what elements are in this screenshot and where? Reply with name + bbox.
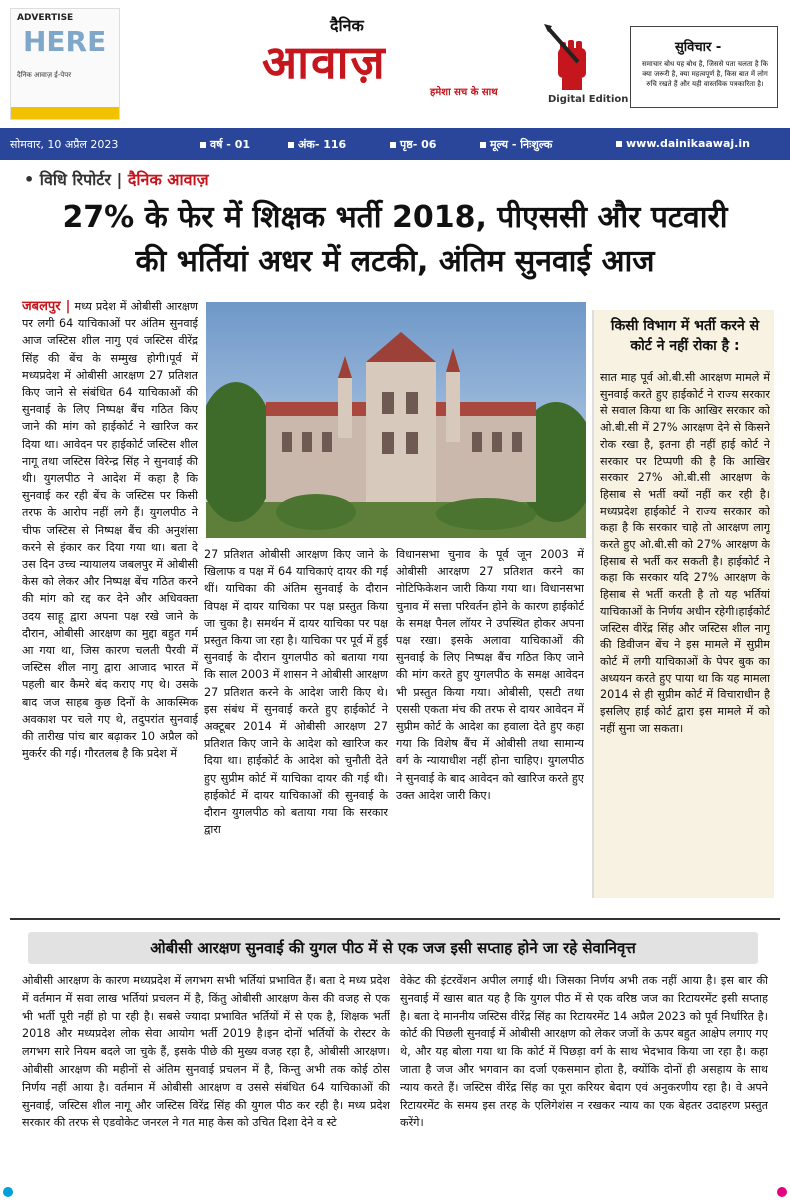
- column-1-text: मध्य प्रदेश में ओबीसी आरक्षण पर लगी 64 याचिकाओं पर अंतिम सुनवाई आज जस्टिस शील नागु एवं जस्टिस वीरेंद्र सिंह की बेंच के सम्मुख होगी।पूर्व में मध्यप्रदेश में ओबीसी आरक्षण 27 प्रतिशत किए जाने से संबंधित 64 याचिकाओं की सुनवाई के लिए निष्पक्ष बैंच गठित किए जाने की मांग को हाईकोर्ट ने खारिज कर दिया था। आवेदन पर हाईकोर्ट जस्टिस शील नागू तथा जस्टिस विरेन्द्र सिंह ने सुनवाई की थी। युगलपीठ ने आदेश में कहा है कि सुनवाई कर रही बेंच के जस्टिस पर किसी तरफ के आरोप नहीं लगे हैं। युगलपीठ ने चीफ जस्टिस से निष्पक्ष बैंच की अनुशंसा करने से इंकार कर दिया गया था। बता दे उस दिन उच्च न्यायालय जबलपुर में ओबीसी केस को लेकर और निष्पक्ष बेंच गठित करने की मांग को रद्द कर देने और अधिवक्ता उदय साहू द्वारा अपना पक्ष रखे जाने के दौरान, ओबीसी आरक्षण का मुद्दा बहुत गर्म आ गया था, जिस कारण चलती पैरवी में जस्टिस शील नागु द्वारा आजाद भारत में पहली बार कैमरे बंद कराए गए थे। उसके बाद जज साहब कुछ दिनों के आकस्मिक अवकाश पर चले गए थे, तदुपरांत सुनवाई की तारीख पांच बार बढ़ाकर 10 अप्रैल को मुकर्रर की गई। गौरतलब है कि प्रदेश में: [22, 300, 198, 761]
- headline-line-2: की भर्तियां अधर में लटकी, अंतिम सुनवाई आज: [135, 244, 655, 279]
- logo-tagline: हमेशा सच के साथ: [430, 87, 498, 98]
- website-link[interactable]: www.dainikaawaj.in: [626, 137, 750, 150]
- bullet-square-icon: [200, 142, 206, 148]
- sub-article-column-2: वेकेट की इंटरवेंशन अपील लगाई थी। जिसका निर्णय अभी तक नहीं आया है। इस बार की सुनवाई में खास बात यह है कि युगल पीठ में से एक वरिष्ठ जज का रिटायरमेंट इसी सप्ताह है। बता दे माननीय जस्टिस वीरेंद्र सिंह का रिटायरमेंट 14 अप्रैल 2023 को पूर्व निर्धारित है। कोर्ट की पिछली सुनवाई में ओबीसी आरक्षण को लेकर जजों के ऊपर बहुत आक्षेप लगाए गए थे, और यह बोला गया था कि कोर्ट में पिछड़ा वर्ग के साथ भेदभाव किया जा रहा है। कहा जाता है जज और भगवान का दर्जा एकसमान होता है, क्योंकि दोनों ही असहाय के साथ न्याय करते हैं। जस्टिस वीरेंद्र सिंह का पूरा करियर बेदाग एवं अनुकरणीय रहा है। वे अपने रिटायरमेंट के समय इस तरह के एलिगेशंस न रखकर न्याय का एक बेहतर उदाहरण प्रस्तुत करेंगे।: [400, 974, 768, 1130]
- bullet-square-icon: [288, 142, 294, 148]
- bullet-square-icon: [390, 142, 396, 148]
- ad-here-label: HERE: [23, 25, 107, 58]
- article-column-3: विधानसभा चुनाव के पूर्व जून 2003 में ओबीसी आरक्षण 27 प्रतिशत करने का नोटिफिकेशन जारी किया गया था। विधानसभा चुनाव में सत्ता परिवर्तन होने के कारण हाईकोर्ट के समक्ष पैनल लॉयर ने उपस्थित होकर अपना पक्ष रखा। इसके अलावा याचिकाओं की सुनवाई के लिए निष्पक्ष बैंच गठित किए जाने की मांग करते हुए युगलपीठ के समक्ष आवेदन भी प्रस्तुत किया गया। ओबीसी, एसटी तथा एससी एकता मंच की तरफ से दायर आवेदन में सुप्रीम कोर्ट के आदेश का हवाला देते हुए कहा गया कि विशेष बैंच में ओबीसी तथा सामान्य वर्ग के न्यायाधीश नहीं होना चाहिए। युगलपीठ ने सुनवाई के बाद आवेदन को खारिज करते हुए उक्त आदेश जारी किए।: [396, 548, 584, 802]
- date-label: सोमवार, 10 अप्रैल 2023: [10, 138, 119, 151]
- kicker-prefix: • विधि रिपोर्टर |: [24, 170, 123, 189]
- dateline: जबलपुर |: [22, 299, 71, 314]
- article-column-1: [22, 298, 198, 910]
- year-label: वर्ष - 01: [210, 138, 251, 151]
- masthead: [0, 0, 790, 128]
- info-bar: [0, 128, 790, 160]
- headline-line-1: 27% के फेर में शिक्षक भर्ती 2018, पीएससी और पटवारी: [62, 200, 728, 235]
- registration-mark-icon: [776, 1186, 788, 1198]
- price-label: मूल्य - निःशुल्क: [490, 138, 553, 151]
- suvichar-text: समाचार बोध यह बोध है, जिससे पता चलता है कि क्या जरूरी है, क्या महत्वपूर्ण है, किस बात में लोग रुचि रखते हैं और यही वास्तविक पत्रकारिता है।: [642, 60, 768, 88]
- side-box-text: सात माह पूर्व ओ.बी.सी आरक्षण मामले में सुनवाई करते हुए हाईकोर्ट ने राज्य सरकार से सवाल किया था कि आखिर सरकार को ओ.बी.सी में 27% आरक्षण देने से किसने रोक रखा है, इतना ही नहीं हाई कोर्ट ने सरकार पर टिप्पणी की है कि आखिर सरकार 27% ओ.बी.सी आरक्षण के हिसाब से भर्ती क्यों नहीं कर रही है। मध्यप्रदेश हाईकोर्ट ने राज्य सरकार को कहा है कि सरकार चाहे तो आरक्षण लागू करते हुए ओ.बी.सी को 27% आरक्षण के हिसाब से भर्ती कर सकती है। हाईकोर्ट ने कहा कि सरकार यदि 27% आरक्षण के हिसाब से भर्ती करती है तो यह भर्तियां याचिकाओं के निर्णय अधीन रहेगी।हाईकोर्ट जस्टिस वीरेंद्र सिंह और जस्टिस शील नागू की डिवीजन बेंच ने इस मामले में सुप्रीम कोर्ट में लगी याचिकाओं के पेपर बुक का अध्ययन करते हुए पाया था कि यह मामला 2014 से ही सुप्रीम कोर्ट में विचाराधीन है इसलिए हाई कोर्ट द्वारा इस मामले में को नहीं सुना जा सकता।: [600, 371, 770, 735]
- suvichar-box: [630, 26, 778, 108]
- article-kicker: [24, 168, 209, 190]
- advertisement-box[interactable]: [10, 8, 120, 120]
- suvichar-title: सुविचार -: [675, 40, 722, 55]
- article-column-2: 27 प्रतिशत ओबीसी आरक्षण किए जाने के खिलाफ व पक्ष में 64 याचिकाएं दायर की गई थीं। याचिका की अंतिम सुनवाई के दौरान विपक्ष में दायर याचिका पर पक्ष प्रस्तुत किया जा चुका है। समर्थन में दायर याचिका पर पक्ष प्रस्तुत किया जा रहा है। याचिका पर पूर्व में हुई सुनवाई के दौरान युगलपीठ को बताया गया कि साल 2003 में शासन ने ओबीसी आरक्षण 27 प्रतिशत करने के आदेश जारी किए थे। इस संबंध में सुनवाई करते हुए हाईकोर्ट ने अक्टूबर 2014 में ओबीसी आरक्षण 27 प्रतिशत किए जाने के आदेश को खारिज कर दिया था। हाईकोर्ट के आदेश को चुनौती देते हुए सुप्रीम कोर्ट में याचिका दायर की गई थी।हाईकोर्ट में दायर याचिकाओं की सुनवाई के दौरान युगलपीठ को बताया गया कि सरकार द्वारा: [204, 548, 388, 837]
- logo-aawaj: आवाज़: [262, 35, 387, 89]
- ad-subtext: दैनिक आवाज़ ई-पेपर: [17, 71, 72, 79]
- high-court-building-photo: [206, 302, 586, 538]
- digital-edition-label: Digital Edition: [548, 94, 629, 105]
- article-headline: [20, 196, 770, 284]
- sub-article-heading: ओबीसी आरक्षण सुनवाई की युगल पीठ में से एक जज इसी सप्ताह होने जा रहे सेवानिवृत्त: [28, 932, 758, 964]
- sub-article-column-1: ओबीसी आरक्षण के कारण मध्यप्रदेश में लगभग सभी भर्तियां प्रभावित हैं। बता दे मध्य प्रदेश में वर्तमान में सवा लाख भर्तियां प्रचलन में है, किंतु ओबीसी आरक्षण केस की वजह से एक भी भर्ती पूरी नहीं हो पा रही है। सबसे ज्यादा प्रभावित भर्तियों में से एक है, शिक्षक भर्ती 2018 और मध्यप्रदेश लोक सेवा आयोग भर्ती 2019 है।इन दोनों भर्तियों के रोस्टर के लगभग सारे नियम बदले जा चुके हैं, इसके पीछे की मुख्य वजह रहा है, ओबीसी आरक्षण। ओबीसी आरक्षण की महीनों से अंतिम सुनवाई प्रचलन में है, किन्तु अभी तक कोई ठोस निर्णय नहीं आया है। वर्तमान में ओबीसी आरक्षण व उससे संबंधित 64 याचिकाओं की सुनवाई, जस्टिस शील नागू और जस्टिस विरेंद्र सिंह की युगल पीठ कर रही है। मध्य प्रदेश सरकार की तरफ से एडवोकेट जनरल ने गत माह केस को उचित दिशा देने व स्टे: [22, 974, 390, 1130]
- kicker-paper-name: दैनिक आवाज़: [127, 170, 209, 189]
- issue-label: अंक- 116: [298, 138, 347, 151]
- bullet-square-icon: [616, 141, 622, 147]
- ad-strip: [11, 107, 119, 119]
- ad-advertise-label: ADVERTISE: [17, 13, 74, 23]
- logo-dainik: दैनिक: [330, 16, 364, 35]
- side-box-heading: किसी विभाग में भर्ती करने से कोर्ट ने नहीं रोका है :: [610, 318, 760, 354]
- section-divider: [10, 918, 780, 920]
- side-box: [592, 310, 774, 898]
- registration-mark-icon: [2, 1186, 14, 1198]
- fist-pen-icon: [540, 22, 604, 92]
- page-label: पृष्ठ- 06: [400, 138, 437, 151]
- bullet-square-icon: [480, 142, 486, 148]
